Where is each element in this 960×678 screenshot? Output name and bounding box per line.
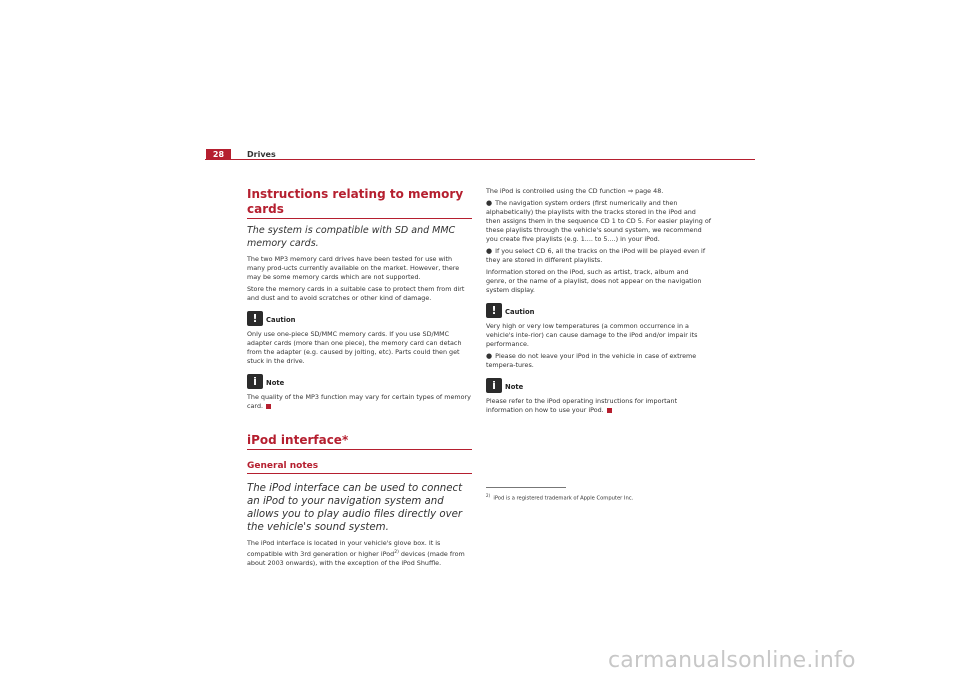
ipod-heading: iPod interface* bbox=[247, 433, 472, 450]
footnote-ref: 2) bbox=[394, 550, 399, 555]
note-text: The quality of the MP3 function may vary for certain types of memory card. bbox=[247, 393, 471, 410]
ipod-cd-function-text: The iPod is controlled using the CD function ⇒ page 48. bbox=[486, 187, 664, 195]
general-notes-heading: General notes bbox=[247, 460, 472, 474]
footnote-text: iPod is a registered trademark of Apple Computer Inc. bbox=[493, 495, 634, 502]
running-title: Drives bbox=[247, 150, 276, 159]
bullet-icon: ● bbox=[486, 247, 493, 255]
bullet-icon: ● bbox=[486, 352, 493, 360]
header-rule bbox=[205, 159, 755, 160]
caution-box bbox=[247, 311, 472, 328]
note-box bbox=[247, 374, 472, 391]
memory-cards-paragraph-1: The two MP3 memory card drives have been tested for use with many prod-ucts currently available on the market. However, there may be some memory cards which are not supported. bbox=[247, 255, 460, 281]
bullet-playlists bbox=[486, 199, 711, 244]
bullet-playlists-text: The navigation system orders (first numerically and then alphabetically) the playlists with the tracks stored in the iPod and then assigns them in the sequence CD 1 to CD 5. For easier playing of these playlists through the vehicle's sound system, we recommend you create five playlists (e.g. 1.... to 5....) in your iPod. bbox=[486, 199, 712, 243]
caution-label: Caution bbox=[505, 308, 535, 316]
caution-text: Very high or very low temperatures (a common occurrence in a vehicle's inte-rior) can cause damage to the iPod and/or impair its performance. bbox=[486, 322, 698, 348]
note-label: Note bbox=[505, 383, 524, 391]
caution-bullet-text: Please do not leave your iPod in the vehicle in case of extreme tempera-tures. bbox=[486, 352, 697, 369]
ipod-paragraph-text-a: The iPod interface is located in your vehicle's glove box. It is compatible with 3rd generation or higher iPod bbox=[247, 539, 441, 559]
bullet-cd6 bbox=[486, 247, 711, 265]
section-end-marker bbox=[607, 408, 612, 413]
note-paragraph bbox=[247, 393, 472, 411]
footnote-marker: 2) bbox=[486, 493, 491, 498]
footnote bbox=[486, 493, 633, 502]
section-end-marker bbox=[266, 404, 271, 409]
watermark: carmanualsonline.info bbox=[608, 648, 856, 673]
note-box bbox=[486, 378, 711, 395]
caution-box bbox=[486, 303, 711, 320]
caution-icon: ! bbox=[247, 311, 263, 326]
footnote-rule bbox=[486, 487, 566, 488]
bullet-icon: ● bbox=[486, 199, 493, 207]
memory-cards-heading: Instructions relating to memory cards bbox=[247, 187, 472, 219]
note-paragraph bbox=[486, 397, 711, 415]
note-icon: i bbox=[486, 378, 502, 393]
memory-cards-paragraph-2: Store the memory cards in a suitable case to protect them from dirt and dust and to avoid scratches or other kind of damage. bbox=[247, 285, 465, 302]
ipod-paragraph bbox=[247, 539, 472, 568]
left-column bbox=[247, 187, 472, 571]
caution-icon: ! bbox=[486, 303, 502, 318]
note-text: Please refer to the iPod operating instructions for important information on how to use your iPod. bbox=[486, 397, 678, 414]
ipod-subtitle: The iPod interface can be used to connect an iPod to your navigation system and allows you to play audio files directly over the vehicle's sound system. bbox=[247, 483, 463, 533]
bullet-cd6-text: If you select CD 6, all the tracks on the iPod will be played even if they are stored in different playlists. bbox=[486, 247, 706, 264]
caution-bullet bbox=[486, 352, 711, 370]
page-number: 28 bbox=[206, 149, 231, 160]
note-icon: i bbox=[247, 374, 263, 389]
caution-text: Only use one-piece SD/MMC memory cards. If you use SD/MMC adapter cards (more than one piece), the memory card can detach from the adapter (e.g. caused by jolting, etc). Parts could then get stuck in the drive. bbox=[247, 330, 462, 365]
right-column bbox=[486, 187, 711, 418]
ipod-info-text: Information stored on the iPod, such as artist, track, album and genre, or the name of a playlist, does not appear on the navigation system display. bbox=[486, 268, 702, 294]
memory-cards-subtitle: The system is compatible with SD and MMC memory cards. bbox=[247, 225, 456, 249]
note-label: Note bbox=[266, 379, 285, 387]
ipod-paragraph-text-b: devices (made from about 2003 onwards), with the exception of the iPod Shuffle. bbox=[247, 550, 465, 568]
caution-label: Caution bbox=[266, 316, 296, 324]
